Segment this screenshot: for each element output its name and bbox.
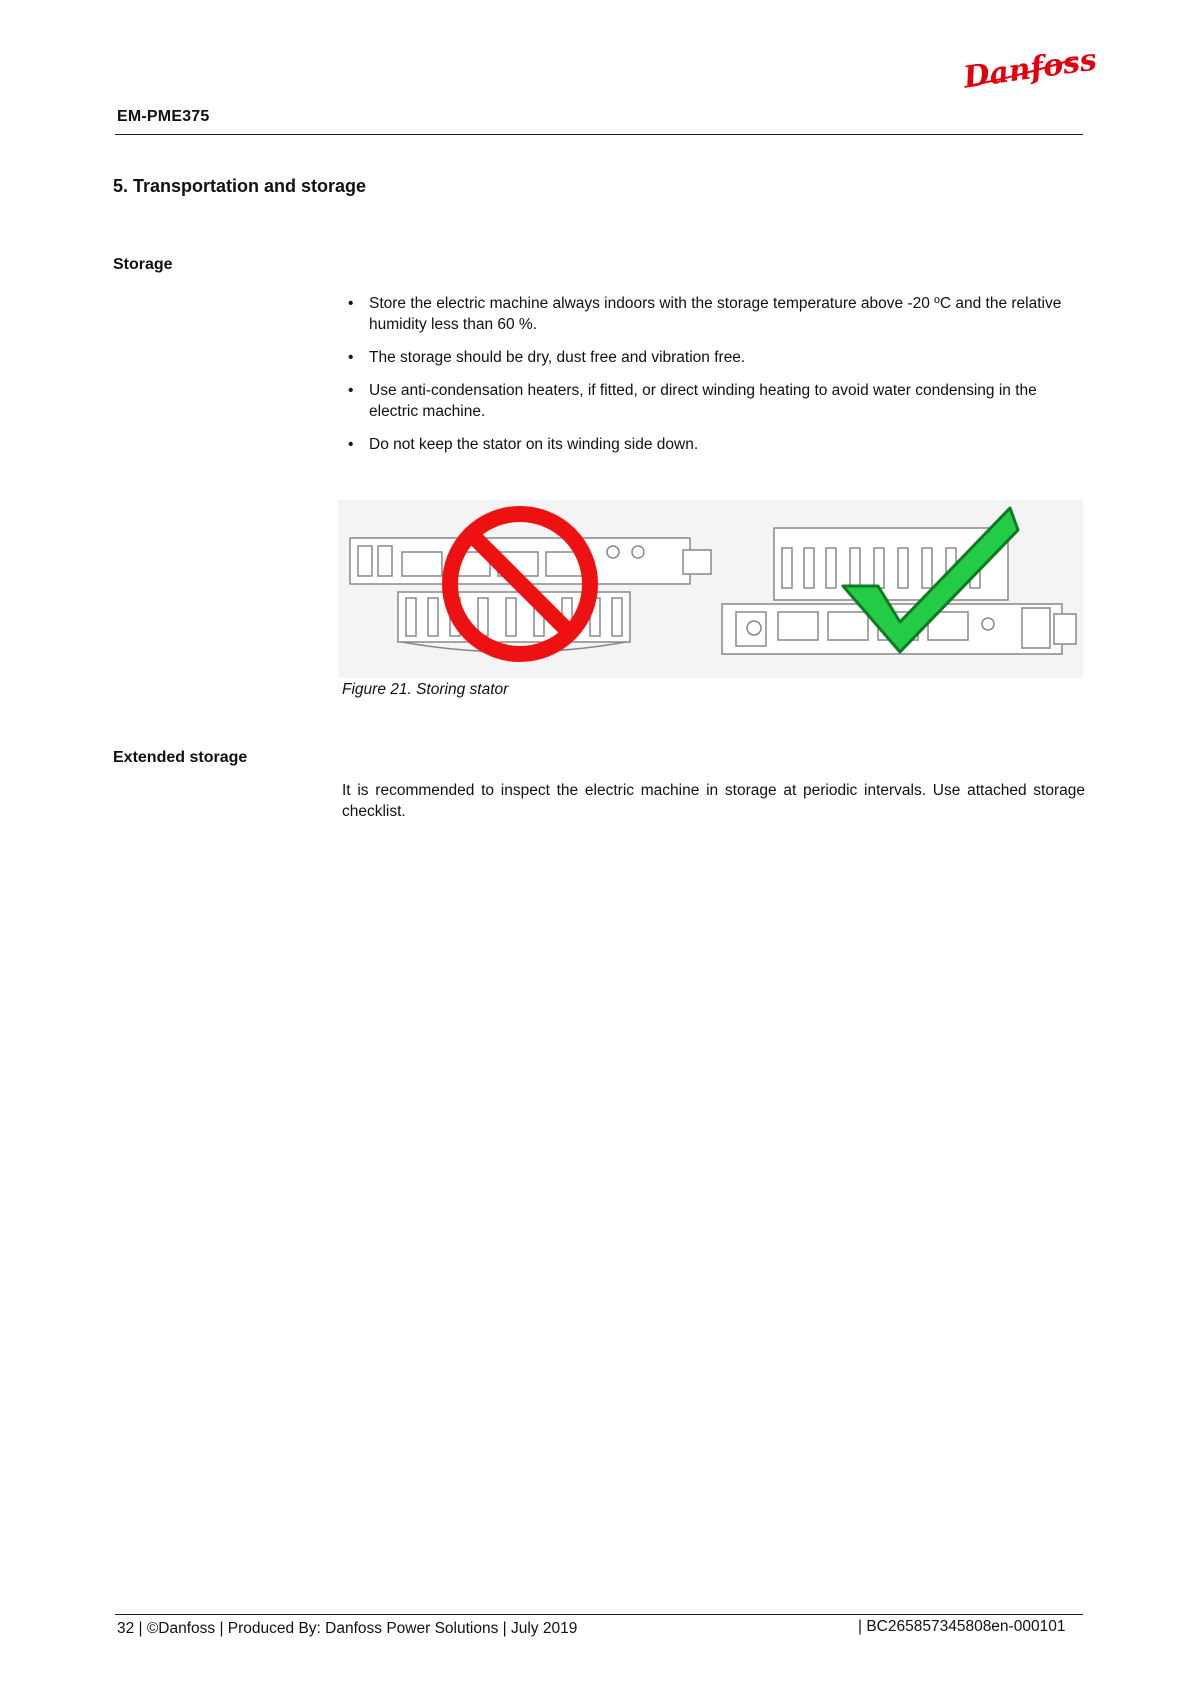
section-title: 5. Transportation and storage <box>113 176 367 196</box>
bullet-marker: • <box>348 295 354 312</box>
list-item <box>342 434 1087 455</box>
header-rule <box>115 134 1083 135</box>
bullet-marker: • <box>348 382 354 399</box>
extended-storage-text: It is recommended to inspect the electric machine in storage at periodic intervals. Use attached storage checklist. <box>342 782 1085 820</box>
footer-info: 32 | ©Danfoss | Produced By: Danfoss Power Solutions | July 2019 <box>117 1620 578 1637</box>
list-item <box>342 293 1087 335</box>
storing-stator-figure <box>338 500 1083 678</box>
list-item-text: Do not keep the stator on its winding side down. <box>369 436 699 453</box>
svg-text:Danfoss: Danfoss <box>961 42 1099 96</box>
document-id: | BC265857345808en-000101 <box>858 1618 1066 1635</box>
list-item-text: The storage should be dry, dust free and vibration free. <box>369 349 746 366</box>
list-item <box>342 380 1087 422</box>
bullet-marker: • <box>348 349 354 366</box>
list-item-text: Use anti-condensation heaters, if fitted, or direct winding heating to avoid water condensing in the electric machine. <box>369 382 1037 420</box>
danfoss-logo <box>960 42 1099 98</box>
document-code: EM-PME375 <box>117 108 210 125</box>
figure-caption: Figure 21. Storing stator <box>342 681 509 698</box>
footer-rule <box>115 1614 1083 1615</box>
list-item <box>342 347 1087 368</box>
bullet-marker: • <box>348 436 354 453</box>
extended-storage-heading: Extended storage <box>113 749 248 766</box>
list-item-text: Store the electric machine always indoors with the storage temperature above -20 ºC and the relative humidity less than 60 %. <box>369 295 1062 333</box>
storage-bullet-list <box>342 293 1087 467</box>
storage-heading: Storage <box>113 256 173 273</box>
